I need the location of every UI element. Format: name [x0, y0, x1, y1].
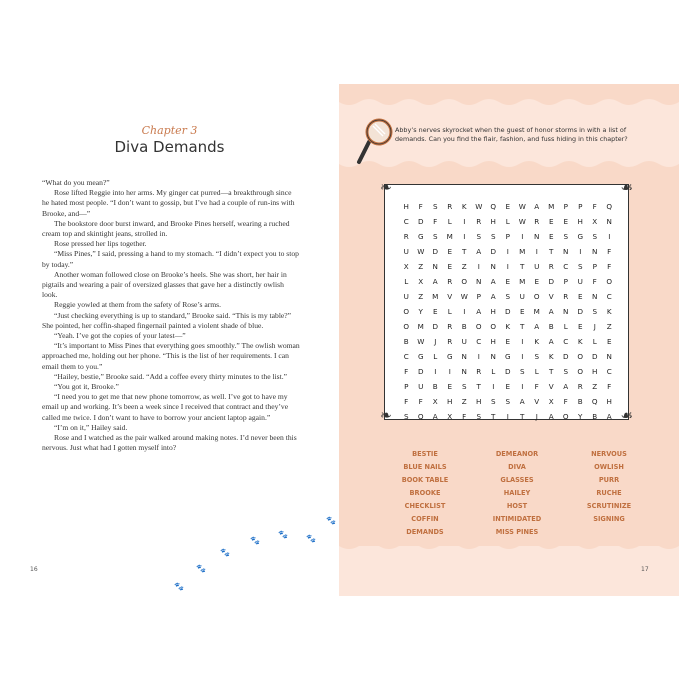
grid-letter: R	[447, 277, 453, 286]
grid-letter: E	[447, 382, 453, 391]
grid-letter: D	[577, 307, 584, 316]
grid-letter: W	[518, 217, 526, 226]
paw-prints	[170, 516, 340, 594]
grid-letter: E	[577, 292, 583, 301]
grid-letter: R	[563, 292, 569, 301]
story-paragraph: “Miss Pines,” I said, pressing a hand to my stomach. “I didn’t expect you to stop by today.”	[42, 249, 299, 269]
grid-letter: M	[519, 277, 526, 286]
grid-letter: Z	[592, 382, 598, 391]
grid-letter: S	[563, 367, 569, 376]
grid-letter: A	[490, 292, 496, 301]
grid-letter: S	[432, 232, 438, 241]
grid-letter: A	[548, 412, 554, 421]
grid-letter: F	[433, 217, 438, 226]
grid-letter: S	[505, 397, 511, 406]
grid-letter: D	[417, 367, 424, 376]
grid-letter: Q	[606, 202, 613, 211]
grid-letter: H	[577, 217, 583, 226]
grid-letter: C	[563, 337, 569, 346]
grid-letter: L	[592, 337, 597, 346]
grid-letter: K	[548, 352, 554, 361]
grid-letter: F	[418, 397, 423, 406]
grid-letter: B	[432, 382, 438, 391]
grid-letter: A	[476, 247, 482, 256]
grid-letter: U	[461, 337, 467, 346]
grid-letter: R	[447, 322, 453, 331]
grid-letter: P	[505, 232, 510, 241]
grid-letter: I	[535, 247, 538, 256]
grid-letter: A	[534, 322, 540, 331]
word-search-grid-box	[380, 180, 633, 424]
grid-letter: E	[505, 277, 511, 286]
word-list-item: NERVOUS	[591, 450, 627, 458]
word-list-item	[563, 526, 655, 539]
grid-letter: D	[490, 247, 497, 256]
grid-letter: E	[534, 277, 540, 286]
grid-letter: G	[417, 232, 424, 241]
grid-letter: W	[475, 202, 483, 211]
grid-letter: E	[548, 232, 554, 241]
bottom-wave-edge	[339, 542, 679, 552]
grid-letter: I	[477, 262, 480, 271]
word-list-item: BESTIE	[412, 450, 438, 458]
paw-print-icon: 🐾	[196, 564, 206, 573]
grid-letter: E	[432, 307, 438, 316]
grid-letter: I	[579, 247, 582, 256]
grid-letter: L	[563, 322, 568, 331]
grid-letter: G	[577, 232, 584, 241]
grid-letter: U	[418, 382, 424, 391]
story-paragraph: “I need you to get me that new phone tomorrow, as well. I’ve got to have my email up and working. It’s been a week since I received that contract and they’ve called me twice. I don’t want to have to borrow your ancient laptop again.”	[42, 392, 289, 422]
grid-letter: P	[563, 202, 568, 211]
word-list-item: SIGNING	[593, 515, 625, 523]
grid-letter: F	[534, 382, 539, 391]
story-paragraph: Rose pressed her lips together.	[54, 239, 147, 249]
grid-letter: R	[534, 217, 540, 226]
grid-letter: S	[505, 292, 511, 301]
grid-letter: U	[534, 262, 540, 271]
grid-letter: T	[520, 262, 525, 271]
grid-letter: E	[505, 337, 511, 346]
magnifying-glass-icon	[355, 116, 395, 166]
grid-letter: I	[492, 382, 495, 391]
grid-letter: O	[577, 352, 584, 361]
story-paragraph: “Hailey, bestie,” Brooke said. “Add a coffee every thirty minutes to the list.”	[54, 371, 288, 381]
grid-letter: Y	[418, 307, 423, 316]
grid-letter: I	[506, 262, 509, 271]
grid-letter: A	[606, 412, 612, 421]
page-number-left: 16	[30, 566, 38, 573]
grid-letter: M	[446, 232, 453, 241]
grid-letter: F	[607, 247, 612, 256]
story-paragraph: “I’m on it,” Hailey said.	[54, 422, 128, 432]
grid-letter: C	[403, 217, 409, 226]
grid-letter: L	[404, 277, 409, 286]
grid-letter: D	[548, 277, 555, 286]
grid-letter: E	[505, 202, 511, 211]
word-list-item: BROOKE	[409, 489, 441, 497]
grid-letter: I	[521, 232, 524, 241]
grid-letter: R	[476, 217, 482, 226]
grid-letter: K	[577, 337, 583, 346]
grid-letter: A	[548, 337, 554, 346]
grid-letter: D	[504, 367, 511, 376]
word-list-item: COFFIN	[411, 515, 439, 523]
grid-letter: F	[462, 412, 467, 421]
word-list-item: RUCHE	[596, 489, 622, 497]
grid-letter: M	[548, 202, 555, 211]
grid-letter: P	[404, 382, 409, 391]
story-text	[42, 178, 300, 453]
grid-letter: S	[476, 232, 482, 241]
grid-letter: Z	[461, 262, 467, 271]
grid-letter: X	[418, 277, 424, 286]
grid-letter: I	[506, 247, 509, 256]
bottom-wave-band	[339, 546, 679, 596]
grid-letter: X	[447, 412, 453, 421]
grid-letter: I	[463, 232, 466, 241]
paw-print-icon: 🐾	[306, 534, 316, 543]
grid-letter: B	[577, 397, 583, 406]
grid-letter: U	[577, 277, 583, 286]
grid-letter: N	[592, 292, 598, 301]
word-list-item: PURR	[598, 476, 620, 484]
grid-letter: Y	[578, 412, 583, 421]
grid-letter: L	[491, 367, 496, 376]
grid-letter: A	[490, 277, 496, 286]
grid-letter: E	[563, 217, 569, 226]
grid-letter: L	[447, 307, 452, 316]
corner-flourish-icon: ❧	[380, 408, 392, 424]
paw-print-icon: 🐾	[250, 536, 260, 545]
grid-letter: Q	[417, 412, 424, 421]
word-list-item: MISS PINES	[495, 528, 539, 536]
grid-letter: T	[520, 412, 525, 421]
grid-letter: A	[476, 307, 482, 316]
grid-letter: T	[491, 412, 496, 421]
grid-letter: M	[533, 307, 540, 316]
left-page	[0, 84, 339, 596]
grid-letter: B	[548, 322, 554, 331]
grid-letter: S	[476, 412, 482, 421]
grid-letter: E	[505, 382, 511, 391]
grid-letter: A	[563, 382, 569, 391]
grid-letter: L	[505, 217, 510, 226]
grid-letter: N	[606, 352, 612, 361]
corner-flourish-icon: ❧	[380, 180, 392, 196]
grid-letter: D	[591, 352, 598, 361]
grid-letter: D	[417, 217, 424, 226]
grid-letter: W	[460, 292, 468, 301]
grid-letter: G	[504, 352, 511, 361]
grid-letter: N	[432, 262, 438, 271]
grid-letter: X	[592, 217, 598, 226]
grid-letter: O	[403, 307, 410, 316]
grid-letter: S	[534, 352, 540, 361]
grid-letter: Z	[461, 397, 467, 406]
grid-letter: L	[433, 352, 438, 361]
grid-letter: E	[606, 337, 612, 346]
grid-letter: H	[447, 397, 453, 406]
grid-letter: O	[461, 277, 468, 286]
grid-letter: E	[577, 322, 583, 331]
grid-letter: N	[534, 232, 540, 241]
grid-letter: H	[490, 217, 496, 226]
grid-letter: S	[592, 307, 598, 316]
corner-flourish-icon: ☙	[620, 180, 633, 196]
paw-print-icon: 🐾	[220, 548, 230, 557]
grid-letter: R	[447, 337, 453, 346]
grid-letter: I	[608, 232, 611, 241]
grid-letter: R	[403, 232, 409, 241]
grid-letter: J	[593, 322, 596, 331]
story-paragraph: The bookstore door burst inward, and Brooke Pines herself, wearing a ruched cream top and skintight jeans, strolled in.	[42, 218, 290, 239]
grid-letter: S	[563, 232, 569, 241]
grid-letter: M	[417, 322, 424, 331]
story-paragraph: Rose lifted Reggie into her arms. My ginger cat purred—a breakthrough since he hated most people. “I don’t want to gossip, but I’ve had a couple of run-ins with Brooke, and—”	[42, 188, 295, 218]
paw-print-icon: 🐾	[278, 530, 288, 539]
grid-letter: T	[549, 367, 554, 376]
grid-letter: J	[535, 412, 538, 421]
grid-letter: K	[461, 202, 467, 211]
page-number-right: 17	[641, 566, 649, 573]
grid-letter: H	[606, 397, 612, 406]
grid-letter: V	[548, 382, 554, 391]
grid-letter: S	[490, 232, 496, 241]
grid-letter: O	[403, 322, 410, 331]
grid-letter: A	[534, 202, 540, 211]
grid-letter: R	[548, 262, 554, 271]
grid-letter: W	[417, 337, 425, 346]
grid-letter: O	[490, 322, 497, 331]
grid-letter: R	[577, 382, 583, 391]
grid-letter: F	[607, 382, 612, 391]
word-list-item: SCRUTINIZE	[586, 502, 632, 510]
grid-letter: M	[519, 247, 526, 256]
grid-letter: F	[592, 277, 597, 286]
word-list-item: DEMEANOR	[495, 450, 539, 458]
grid-letter: E	[519, 307, 525, 316]
grid-letter: A	[432, 277, 438, 286]
word-list-item: GLASSES	[500, 476, 534, 484]
grid-letter: I	[463, 217, 466, 226]
grid-letter: F	[404, 397, 409, 406]
grid-letter: O	[475, 322, 482, 331]
grid-letter: W	[518, 202, 526, 211]
grid-letter: H	[490, 337, 496, 346]
grid-letter: S	[461, 382, 467, 391]
story-paragraph: Another woman followed close on Brooke’s heels. She was short, her hair in pigtails and wearing a pair of oversized glasses that gave her a distinctly owlish look.	[42, 269, 287, 300]
grid-letter: C	[563, 262, 569, 271]
grid-letter: N	[563, 307, 569, 316]
grid-letter: C	[606, 292, 612, 301]
grid-letter: N	[476, 277, 482, 286]
word-list	[379, 448, 649, 539]
grid-letter: H	[403, 202, 409, 211]
grid-letter: N	[563, 247, 569, 256]
grid-letter: E	[447, 247, 453, 256]
chapter-label: Chapter 3	[141, 124, 198, 137]
paw-print-icon: 🐾	[174, 582, 184, 591]
word-search-grid	[399, 199, 617, 424]
grid-letter: F	[607, 262, 612, 271]
grid-letter: G	[417, 352, 424, 361]
grid-letter: B	[592, 412, 598, 421]
word-list-item: DEMANDS	[406, 528, 444, 536]
grid-letter: E	[447, 262, 453, 271]
grid-letter: H	[490, 307, 496, 316]
grid-letter: Z	[418, 292, 424, 301]
grid-letter: S	[592, 232, 598, 241]
grid-letter: D	[504, 307, 511, 316]
grid-letter: Z	[418, 262, 424, 271]
paw-print-icon: 🐾	[326, 516, 336, 525]
grid-letter: O	[606, 277, 613, 286]
corner-flourish-icon: ☙	[620, 408, 633, 424]
grid-letter: B	[461, 322, 467, 331]
grid-letter: N	[461, 367, 467, 376]
story-paragraph: “What do you mean?”	[42, 178, 110, 187]
word-list-item: DIVA	[508, 463, 526, 471]
grid-letter: V	[534, 397, 540, 406]
story-paragraph: Reggie yowled at them from the safety of Rose’s arms.	[54, 300, 222, 310]
grid-letter: N	[490, 352, 496, 361]
puzzle-intro: Abby’s nerves skyrocket when the guest of honor storms in with a list of demands. Can you find the flair, fashion, and fuss hiding in this chapter?	[395, 126, 628, 144]
grid-letter: K	[606, 307, 612, 316]
grid-letter: I	[521, 337, 524, 346]
word-list-item: CHECKLIST	[404, 502, 446, 510]
grid-letter: D	[432, 322, 439, 331]
grid-letter: O	[562, 412, 569, 421]
grid-letter: X	[548, 397, 554, 406]
grid-letter: A	[519, 397, 525, 406]
right-page	[339, 84, 679, 596]
grid-letter: E	[548, 217, 554, 226]
word-list-item: HOST	[506, 502, 528, 510]
grid-letter: C	[403, 352, 409, 361]
grid-letter: L	[447, 217, 452, 226]
word-list-item: BLUE NAILS	[403, 463, 447, 471]
grid-letter: P	[563, 277, 568, 286]
grid-letter: F	[563, 397, 568, 406]
grid-letter: S	[577, 262, 583, 271]
word-list-item: INTIMIDATED	[492, 515, 542, 523]
grid-letter: S	[490, 397, 496, 406]
grid-letter: A	[548, 307, 554, 316]
grid-letter: I	[434, 367, 437, 376]
grid-letter: N	[461, 352, 467, 361]
grid-letter: N	[606, 217, 612, 226]
grid-letter: S	[519, 367, 525, 376]
grid-letter: B	[403, 337, 409, 346]
grid-letter: M	[432, 292, 439, 301]
grid-letter: O	[533, 292, 540, 301]
grid-letter: V	[447, 292, 453, 301]
grid-letter: I	[521, 382, 524, 391]
grid-letter: F	[418, 202, 423, 211]
grid-letter: F	[592, 202, 597, 211]
word-list-item: HAILEY	[503, 489, 531, 497]
grid-letter: T	[549, 247, 554, 256]
grid-letter: K	[505, 322, 511, 331]
grid-letter: J	[434, 337, 437, 346]
grid-letter: O	[577, 367, 584, 376]
grid-letter: P	[592, 262, 597, 271]
story-paragraph: Rose and I watched as the pair walked around making notes. I’d never been this nervous. Just what had I gotten myself into?	[42, 433, 297, 453]
grid-letter: U	[403, 292, 409, 301]
grid-letter: H	[476, 397, 482, 406]
grid-letter: N	[490, 262, 496, 271]
grid-letter: A	[432, 412, 438, 421]
grid-letter: U	[519, 292, 525, 301]
grid-letter: Q	[490, 202, 497, 211]
grid-letter: R	[447, 202, 453, 211]
chapter-title: Diva Demands	[114, 138, 225, 156]
grid-letter: P	[476, 292, 481, 301]
word-list-item: BOOK TABLE	[401, 476, 449, 484]
grid-letter: I	[463, 307, 466, 316]
grid-letter: K	[534, 337, 540, 346]
word-list-item: OWLISH	[594, 463, 624, 471]
grid-letter: T	[462, 247, 467, 256]
grid-letter: G	[446, 352, 453, 361]
grid-letter: R	[476, 367, 482, 376]
grid-letter: I	[477, 352, 480, 361]
grid-letter: S	[432, 202, 438, 211]
grid-letter: N	[592, 247, 598, 256]
story-paragraph: “Yeah. I’ve got the copies of your latest—”	[54, 331, 186, 341]
grid-letter: I	[506, 412, 509, 421]
grid-letter: C	[606, 367, 612, 376]
grid-letter: F	[404, 367, 409, 376]
grid-letter: U	[403, 247, 409, 256]
story-paragraph: “Just checking everything is up to standard,” Brooke said. “This is my table?” She pointed, her coffin-shaped fingernail painted a violent shade of blue.	[42, 310, 292, 330]
grid-letter: W	[417, 247, 425, 256]
grid-letter: P	[578, 202, 583, 211]
grid-letter: S	[403, 412, 409, 421]
grid-letter: D	[562, 352, 569, 361]
grid-letter: X	[432, 397, 438, 406]
grid-letter: C	[476, 337, 482, 346]
grid-letter: V	[548, 292, 554, 301]
story-paragraph: “It’s important to Miss Pines that everything goes smoothly.” The owlish woman approached me, holding out her phone. “This is the list of her requirements. I can email them to you.”	[42, 341, 300, 371]
grid-letter: X	[403, 262, 409, 271]
grid-letter: D	[432, 247, 439, 256]
grid-letter: T	[520, 322, 525, 331]
grid-letter: Q	[591, 397, 598, 406]
grid-letter: Z	[606, 322, 612, 331]
grid-letter: H	[592, 367, 598, 376]
grid-letter: T	[476, 382, 481, 391]
grid-letter: I	[448, 367, 451, 376]
grid-letter: I	[521, 352, 524, 361]
story-paragraph: “You got it, Brooke.”	[54, 382, 119, 392]
grid-letter: L	[534, 367, 539, 376]
